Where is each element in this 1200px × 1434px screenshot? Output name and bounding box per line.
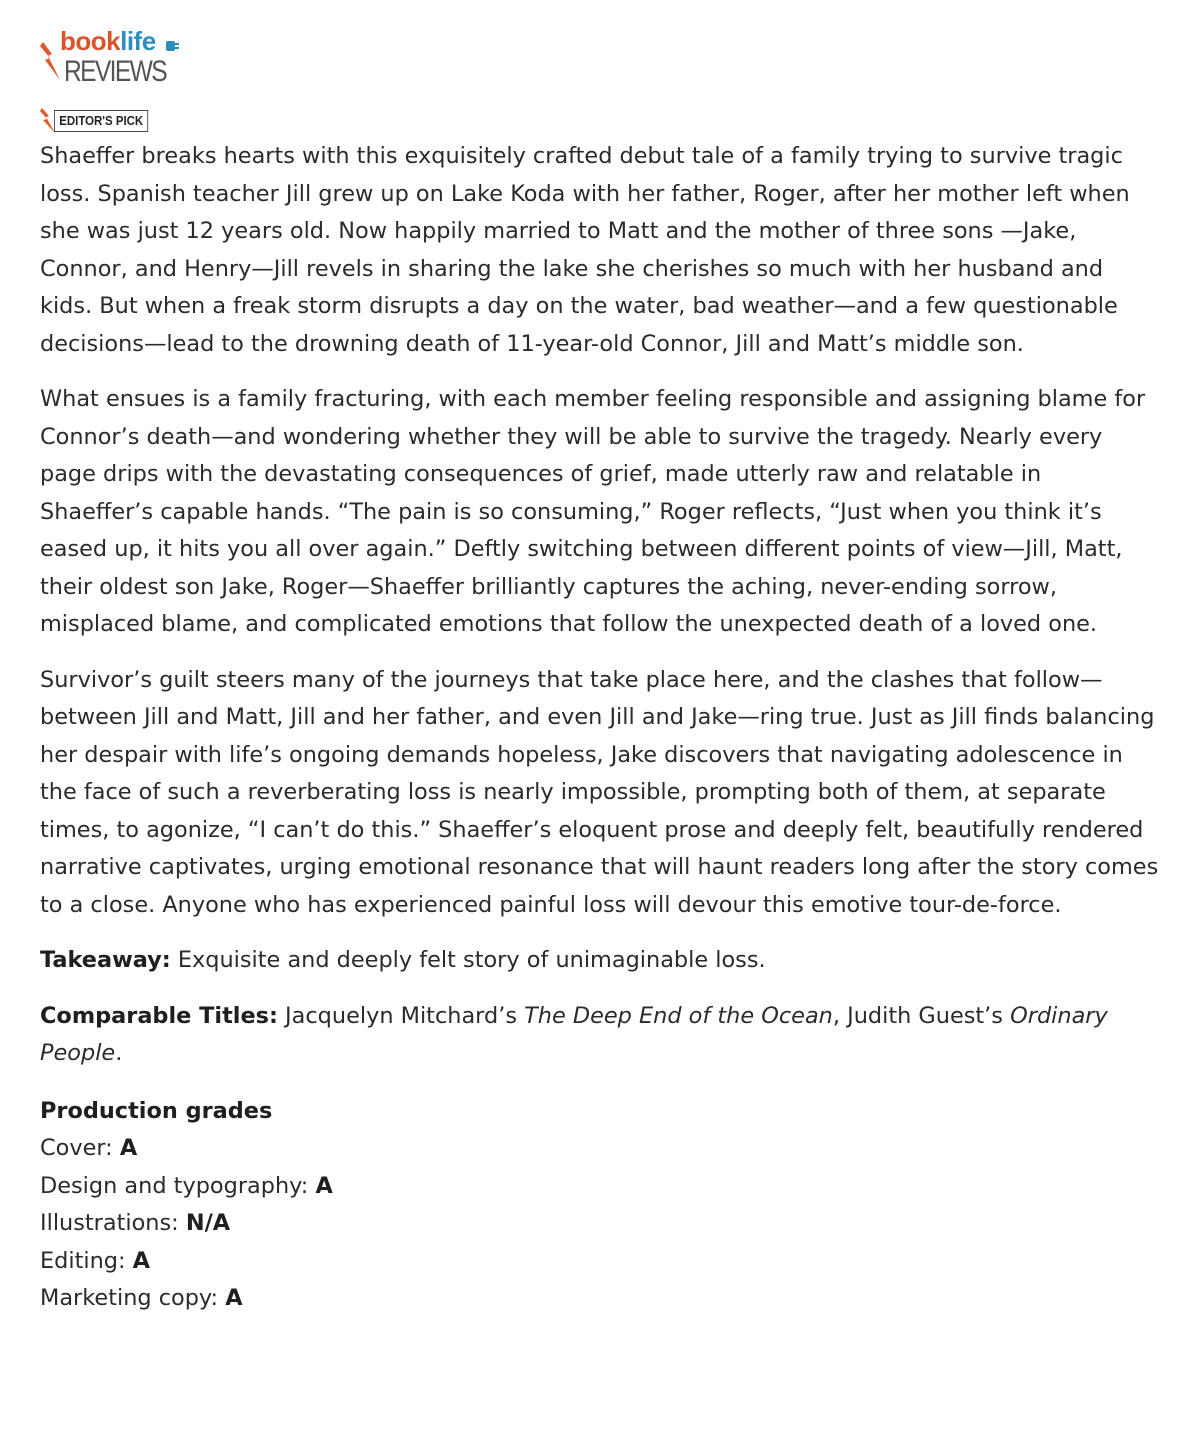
comparable-title-1: The Deep End of the Ocean	[524, 1002, 833, 1029]
logo-subtitle: REVIEWS	[64, 55, 166, 88]
review-paragraph: What ensues is a family fracturing, with each member feeling responsible and assigning blame for Connor’s death—and wondering whether they will be able to survive the tragedy. Nearly every page drips with the devastating consequences of grief, made utterly raw and relatable in Shaeffer’s capable hands. “The pain is so consuming,” Roger reflects, “Just when you think it’s eased up, it hits you all over again.” Deftly switching between different points of view—Jill, Matt, their oldest son Jake, Roger—Shaeffer brilliantly captures the aching, never-ending sorrow, misplaced blame, and complicated emotions that follow the unexpected death of a loved one.	[40, 386, 1146, 637]
review-body	[40, 138, 1160, 1318]
production-grades	[40, 1093, 1160, 1318]
grade-value: N/A	[185, 1210, 231, 1236]
grade-value: A	[315, 1172, 333, 1199]
grade-row-marketing	[40, 1280, 1160, 1318]
grade-value: A	[225, 1285, 243, 1311]
comparable-titles	[40, 998, 1160, 1073]
review-paragraph: Shaeffer breaks hearts with this exquisitely crafted debut tale of a family trying to survive tragic loss. Spanish teacher Jill grew up on Lake Koda with her father, Roger, after her mother left when she was just 12 years old. Now happily married to Matt and the mother of three sons —Jake, Connor, and Henry—Jill revels in sharing the lake she cherishes so much with her husband and kids. But when a freak storm disrupts a day on the water, bad weather—and a few questionable decisions—lead to the drowning death of 11-year-old Connor, Jill and Matt’s middle son.	[40, 143, 1130, 357]
editors-pick-label: EDITOR'S PICK	[54, 110, 148, 132]
takeaway	[40, 942, 1160, 980]
grade-row-editing	[40, 1243, 1160, 1281]
grade-label: Design and typography:	[40, 1172, 309, 1199]
takeaway-label: Takeaway:	[40, 947, 171, 973]
grade-row-cover	[40, 1130, 1160, 1168]
grade-label: Cover:	[40, 1135, 113, 1161]
comparable-author-1: Jacquelyn Mitchard’s	[285, 1002, 517, 1029]
comparable-separator: , Judith Guest’s	[832, 1002, 1003, 1029]
logo-brand	[60, 26, 156, 56]
comparable-end: .	[115, 1040, 123, 1066]
grade-value: A	[132, 1247, 150, 1274]
logo-brand-book: book	[60, 26, 121, 56]
lightning-bolt-icon	[40, 42, 62, 82]
takeaway-text: Exquisite and deeply felt story of unimaginable loss.	[177, 947, 766, 973]
comparable-title-2: Ordinary People	[40, 1002, 1108, 1066]
comparable-titles-label: Comparable Titles:	[40, 1002, 278, 1029]
grade-row-illustrations	[40, 1205, 1160, 1243]
grade-value: A	[119, 1135, 138, 1161]
grade-label: Illustrations:	[40, 1210, 179, 1236]
grade-row-design	[40, 1168, 1160, 1206]
grade-label: Marketing copy:	[40, 1285, 219, 1311]
logo-brand-life: life	[120, 26, 156, 56]
review-paragraph: Survivor’s guilt steers many of the journeys that take place here, and the clashes that follow— between Jill and Matt, Jill and her father, and even Jill and Jake—ring true. Just as Jill finds balancing her despair with life’s ongoing demands hopeless, Jake discovers that navigating adolescence in the face of such a reverberating loss is nearly impossible, prompting both of them, at separate times, to agonize, “I can’t do this.” Shaeffer’s eloquent prose and deeply felt, beautifully rendered narrative captivates, urging emotional resonance that will haunt readers long after the story comes to a close. Anyone who has experienced painful loss will devour this emotive tour-de-force.	[40, 666, 1159, 918]
grade-label: Editing:	[40, 1247, 126, 1274]
booklife-reviews-logo[interactable]	[40, 26, 240, 90]
plug-icon	[166, 40, 180, 52]
production-grades-heading: Production grades	[40, 1097, 273, 1124]
